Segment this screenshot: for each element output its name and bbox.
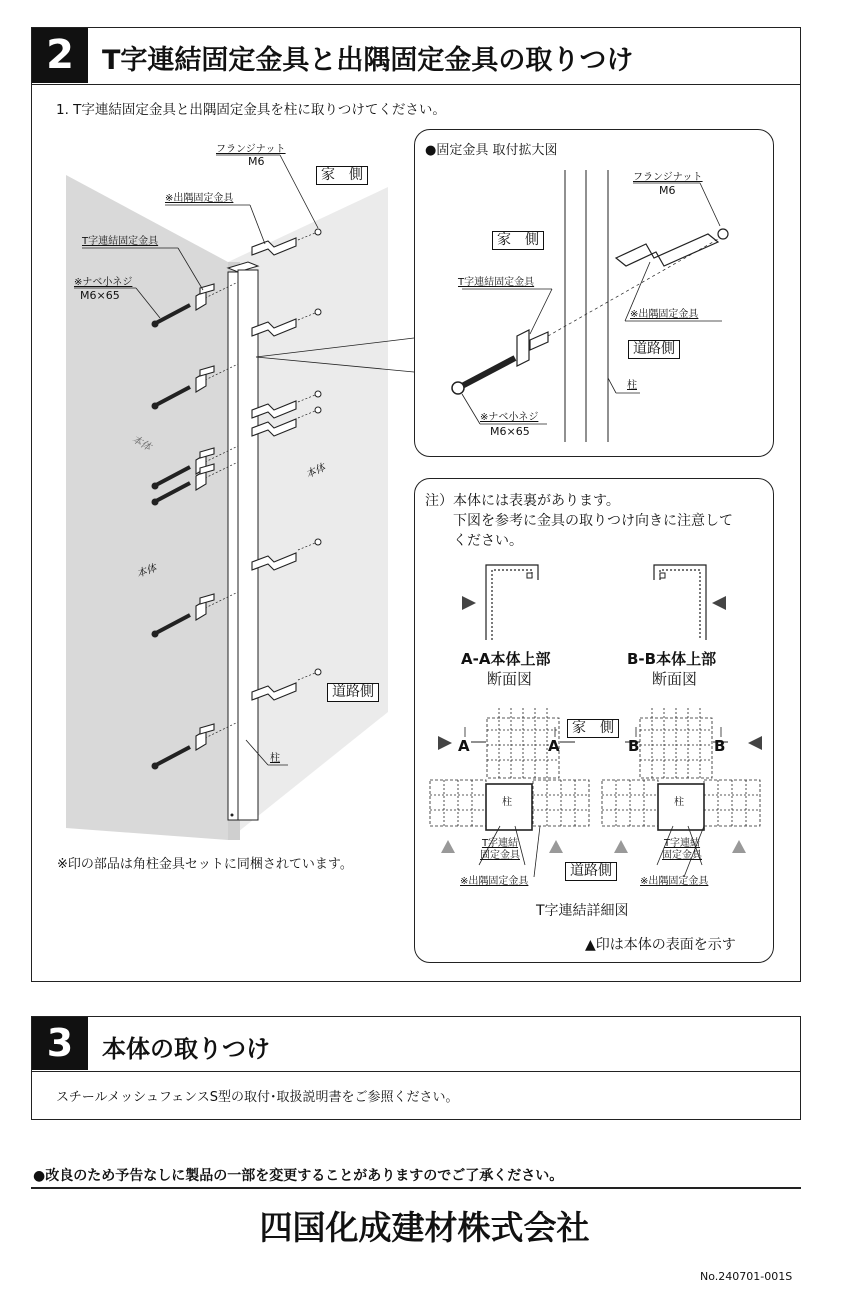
aa-section-sub: 断面図 (487, 670, 533, 688)
note-label-corner-left: ※出隅固定金具 (460, 876, 529, 887)
bb-section-sub: 断面図 (652, 670, 698, 688)
label-corner-bracket-main: ※出隅固定金具 (165, 193, 234, 204)
label-house-side-main: 家 側 (316, 166, 368, 185)
section-2-number: 2 (32, 28, 88, 83)
surface-legend: ▲印は本体の表面を示す (585, 937, 736, 953)
t-joint-right (602, 708, 760, 830)
note-label-corner-right: ※出隅固定金具 (640, 876, 709, 887)
triangle-marker-aa (462, 596, 476, 610)
label-m6: M6 (248, 155, 265, 168)
section-3-title: 本体の取りつけ (102, 1035, 270, 1063)
zoom-label-pan-screw: ※ナベ小ネジ (480, 412, 539, 423)
section-3 (31, 1016, 801, 1120)
label-screw-size-main: M6×65 (80, 289, 120, 302)
improvement-notice: ●改良のため予告なしに製品の一部を変更することがありますのでご了承ください。 (33, 1168, 564, 1184)
section-3-number: 3 (32, 1017, 88, 1070)
zoom-label-post: 柱 (627, 380, 637, 391)
label-pan-screw-main: ※ナベ小ネジ (74, 277, 133, 288)
aa-section-title: A-A本体上部 (461, 650, 551, 668)
section-3-body: スチールメッシュフェンスS型の取付･取扱説明書をご参照ください。 (56, 1090, 459, 1105)
note-line-2: 下図を参考に金具の取りつけ向きに注意して (453, 513, 733, 529)
company-name: 四国化成建材株式会社 (259, 1208, 590, 1247)
triangle-marker-bb (712, 596, 726, 610)
marker-b-left: B (628, 737, 640, 755)
zoom-panel-title: ●固定金具 取付拡大図 (425, 143, 558, 158)
step-1-instruction: 1. T字連結固定金具と出隅固定金具を柱に取りつけてください。 (56, 102, 446, 118)
label-road-side-main: 道路側 (327, 683, 379, 702)
marker-b-right: B (714, 737, 726, 755)
document-number: No.240701-001S (700, 1270, 793, 1283)
zoom-label-road-side: 道路側 (628, 340, 680, 359)
section-2-title: T字連結固定金具と出隅固定金具の取りつけ (102, 45, 634, 76)
zoom-label-corner-bracket: ※出隅固定金具 (630, 309, 699, 320)
zoom-label-screw-size: M6×65 (490, 425, 530, 438)
note-line-3: ください。 (453, 533, 523, 549)
marker-a-left: A (458, 737, 470, 755)
note-label-house-side: 家 側 (567, 719, 619, 738)
label-body-2: 本体 (304, 462, 328, 481)
bb-section-title: B-B本体上部 (627, 650, 717, 668)
zoom-label-flange-nut: フランジナット (633, 172, 703, 183)
note-label-post-left: 柱 (502, 797, 512, 808)
label-t-bracket-main: T字連結固定金具 (82, 236, 159, 247)
label-post-main: 柱 (270, 753, 280, 764)
note-label-t-bracket-left: T字連結 固定金具 (480, 838, 520, 861)
note-label-t-bracket-right: T字連結 固定金具 (662, 838, 702, 861)
label-body-3: 本体 (135, 562, 159, 581)
zoom-label-m6: M6 (659, 184, 676, 197)
t-joint-detail-title: T字連結詳細図 (536, 903, 629, 919)
label-flange-nut: フランジナット (216, 144, 286, 155)
section-3-header (32, 1017, 800, 1072)
note-label-post-right: 柱 (674, 797, 684, 808)
footer-rule (31, 1187, 801, 1189)
label-body-1: 本体 (129, 433, 153, 454)
t-joint-left (430, 708, 589, 830)
zoom-label-t-bracket: T字連結固定金具 (458, 277, 535, 288)
marker-a-right: A (548, 737, 560, 755)
footnote-included-parts: ※印の部品は角柱金具セットに同梱されています。 (57, 857, 353, 872)
note-label-road-side: 道路側 (565, 862, 617, 881)
zoom-label-house-side: 家 側 (492, 231, 544, 250)
note-line-1: 注）本体には表裏があります。 (425, 493, 620, 509)
